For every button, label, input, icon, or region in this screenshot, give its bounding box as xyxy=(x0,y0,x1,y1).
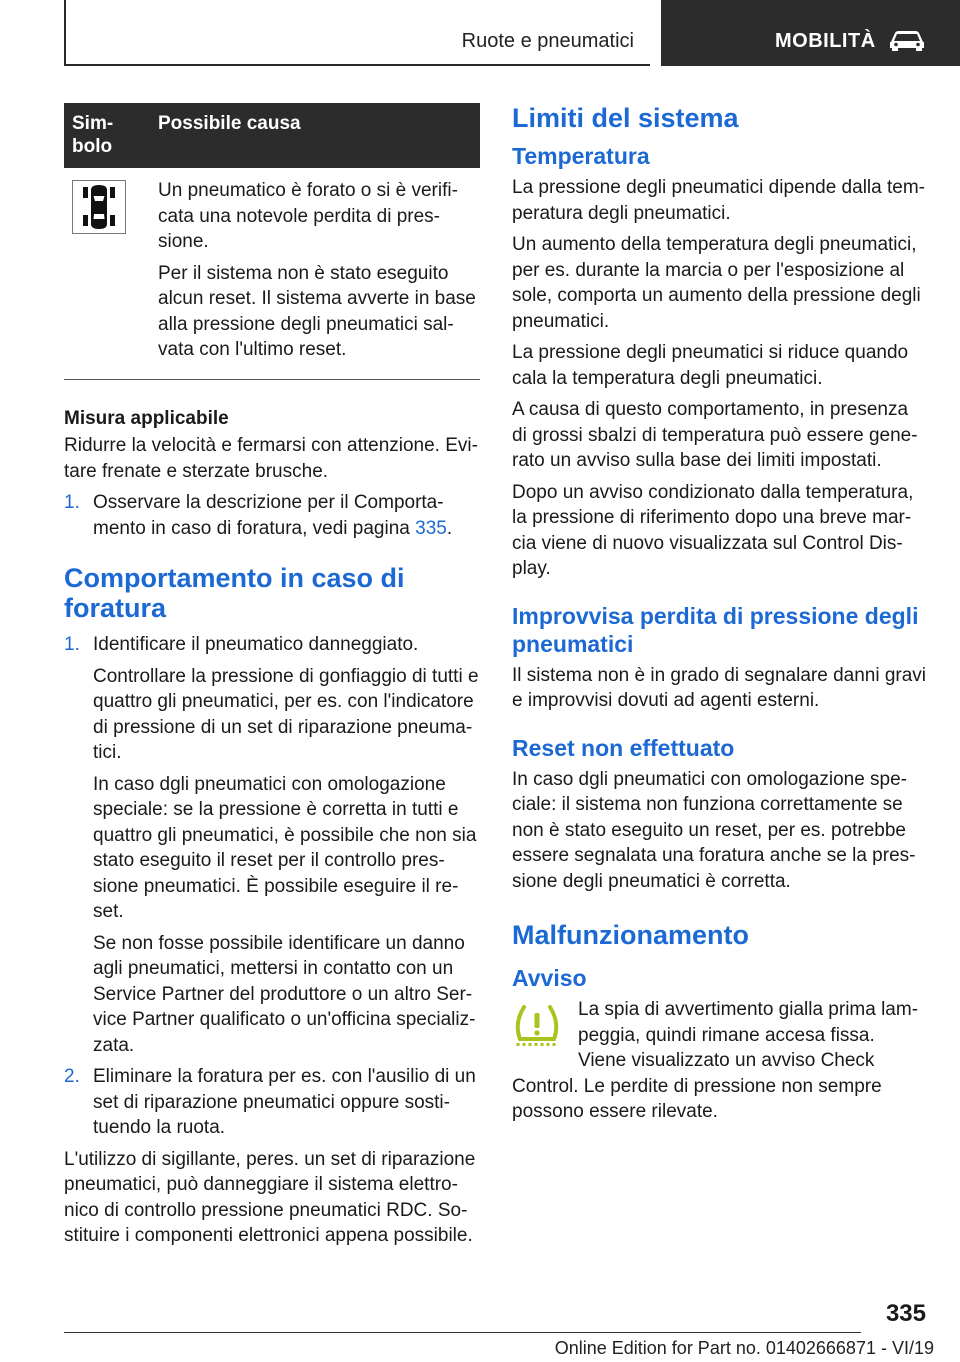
measure-text: Ridurre la velocità e fermarsi con attenzione. Evi‐ tare frenate e sterzate brusche. xyxy=(64,435,478,482)
behavior-title: Comportamento in caso di foratura xyxy=(64,563,405,623)
measure-title: Misura applicabile xyxy=(64,407,229,429)
header-chapter-label: MOBILITÀ xyxy=(775,30,876,52)
sudden-loss-paragraph: Il sistema non è in grado di segnalare danni gravi e improvvisi dovuti ad agenti esterni. xyxy=(512,664,927,711)
page-reference-link[interactable]: 335 xyxy=(415,517,447,539)
list-item xyxy=(64,632,480,1058)
car-icon xyxy=(887,28,927,57)
temperature-paragraph: La pressione degli pneumatici si riduce quando cala la temperatura degli pneumatici. xyxy=(512,342,909,389)
header-bottom-rule xyxy=(64,64,650,66)
header-left-rule xyxy=(64,0,66,66)
step-paragraph: Controllare la pressione di gonfiaggio di tutti e quattro gli pneumatici, per es. con l'indicatore di pressione di un set di riparazione pneuma‐ tici. xyxy=(93,665,479,763)
step-paragraph: Identificare il pneumatico danneggiato. xyxy=(93,634,419,655)
cause-paragraph: Per il sistema non è stato eseguito alcun reset. Il sistema avverte in base alla pressione degli pneumatici sal‐ vata con l'ultimo reset. xyxy=(158,262,476,360)
sudden-loss-title: Improvvisa perdita di pressione degli pneumatici xyxy=(512,602,919,657)
warning-paragraph: La spia di avvertimento gialla prima lam‐ peggia, quindi rimane accesa fissa. Viene visualizzato un avviso Check Control. Le perdite di pressione non sempre possono essere rilevate. xyxy=(512,999,919,1122)
sealant-note: L'utilizzo di sigillante, peres. un set di riparazione pneumatici, può danneggiare il sistema elettro‐ nico di controllo pressione pneumatici RDC. So‐ stituire i componenti elettronici appena possibile. xyxy=(64,1148,476,1246)
footer-edition: Online Edition for Part no. 01402666871 - VI/19 xyxy=(554,1338,934,1358)
warning-title: Avviso xyxy=(512,965,587,991)
measure-steps xyxy=(64,490,480,541)
temperature-paragraph: La pressione degli pneumatici dipende dalla tem‐ peratura degli pneumatici. xyxy=(512,177,925,224)
cause-table-header xyxy=(64,103,480,168)
table-header-symbol: Sim‐ bolo xyxy=(72,113,114,157)
malfunction-title: Malfunzionamento xyxy=(512,920,749,950)
list-item xyxy=(64,1064,480,1141)
table-header-cause: Possibile causa xyxy=(158,113,301,134)
left-column xyxy=(64,103,480,1255)
step-paragraph: In caso dgli pneumatici con omologazione speciale: se la pressione è corretta in tutti e quattro gli pneumatici, è possibile che non sia stato eseguito il reset per il controllo pres‐ sione pneumatici. È possibile eseguire il re‐ set. xyxy=(93,773,477,922)
footer-rule xyxy=(64,1332,861,1333)
table-row xyxy=(64,168,480,380)
cause-paragraph: Un pneumatico è forato o si è verifi‐ cata una notevole perdita di pres‐ sione. xyxy=(158,180,458,252)
header-chapter-tab xyxy=(661,0,960,66)
temperature-paragraph: A causa di questo comportamento, in presenza di grossi sbalzi di temperatura può essere gene‐ rato un avviso sulla base dei limiti impostati. xyxy=(512,399,918,471)
tire-pressure-warning-icon xyxy=(512,1001,562,1051)
reset-paragraph: In caso dgli pneumatici con omologazione spe‐ ciale: il sistema non funziona correttamente se non è stato eseguito un reset, per es. potrebbe essere segnalata una foratura anche se la pres‐ sione degli pneumatici è corretta. xyxy=(512,768,916,892)
table-cell-cause xyxy=(150,178,480,369)
step-number: 1. xyxy=(64,634,80,655)
step-text: Osservare la descrizione per il Comporta‐ mento in caso di foratura, vedi pagina xyxy=(93,492,444,539)
page-number: 335 xyxy=(885,1300,926,1327)
warning-block xyxy=(512,997,928,1125)
step-number: 2. xyxy=(64,1066,80,1087)
behavior-steps xyxy=(64,632,480,1141)
header-section-title: Ruote e pneumatici xyxy=(461,30,634,52)
step-number: 1. xyxy=(64,492,80,513)
right-column xyxy=(512,103,928,1131)
temperature-paragraph: Un aumento della temperatura degli pneumatici, per es. durante la marcia o per l'esposizione al sole, comporta un aumento della pressione degli pneumatici. xyxy=(512,234,921,332)
list-item xyxy=(64,490,480,541)
table-cell-symbol xyxy=(64,178,150,369)
reset-title: Reset non effettuato xyxy=(512,734,735,761)
temperature-title: Temperatura xyxy=(512,143,650,169)
step-paragraph: Eliminare la foratura per es. con l'ausilio di un set di riparazione pneumatici oppure sosti‐ tuendo la ruota. xyxy=(93,1066,476,1138)
step-paragraph: Se non fosse possibile identificare un danno agli pneumatici, mettersi in contatto con un Service Partner del produttore o un altro Ser‐ vice Partner qualificato o un'officina specializ‐ zata. xyxy=(93,932,476,1056)
tire-pressure-car-icon xyxy=(72,180,126,234)
temperature-paragraph: Dopo un avviso condizionato dalla temperatura, la pressione di riferimento dopo una breve mar‐ cia viene di nuovo visualizzata sul Control Dis‐ play. xyxy=(512,481,914,579)
step-text-end: . xyxy=(446,517,453,539)
limits-title: Limiti del sistema xyxy=(512,103,739,133)
